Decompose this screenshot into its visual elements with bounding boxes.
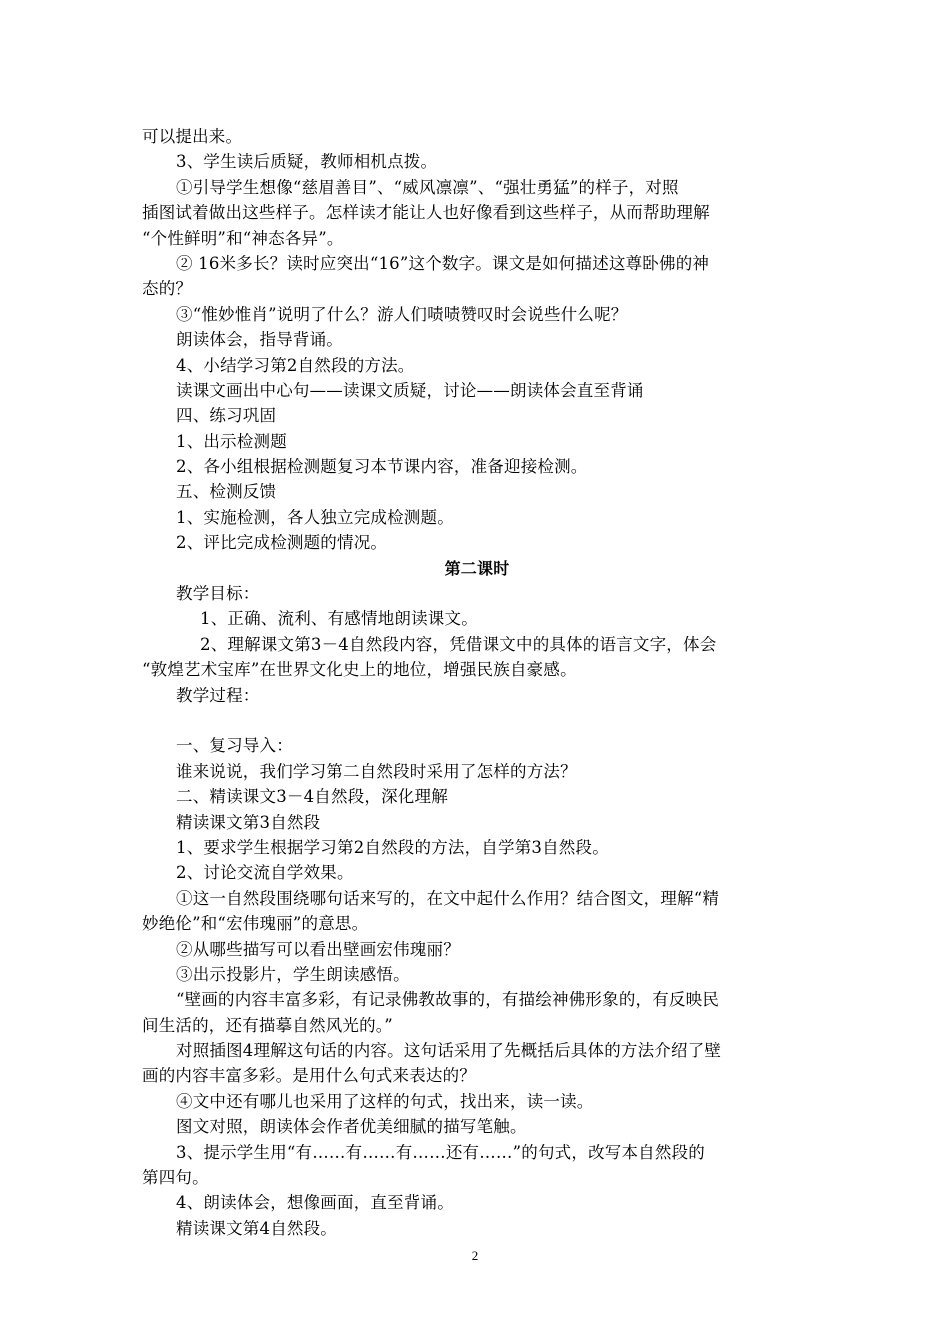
text-line: 可以提出来。 [142,127,243,146]
text-line: 2、讨论交流自学效果。 [176,863,354,883]
text-line: 1、出示检测题 [176,431,287,451]
text-line: ③出示投影片，学生朗读感悟。 [176,964,410,984]
document-body [142,124,812,1241]
section-heading: 一、复习导入： [176,736,293,756]
section-heading: 四、练习巩固 [176,406,277,426]
text-line: 精读课文第3自然段 [176,812,321,832]
text-line: 2、理解课文第3－4自然段内容，凭借课文中的具体的语言文字，体会 [200,634,717,654]
text-line: 4、朗读体会，想像画面，直至背诵。 [176,1193,454,1213]
text-line: 对照插图4理解这句话的内容。这句话采用了先概括后具体的方法介绍了壁 [176,1041,722,1061]
text-line: 间生活的，还有描摹自然风光的。” [142,1015,393,1035]
text-line: 1、正确、流利、有感情地朗读课文。 [200,609,478,629]
blank-line [142,708,812,733]
text-line: 插图试着做出这些样子。怎样读才能让人也好像看到这些样子，从而帮助理解 [142,203,710,223]
section-heading: 五、检测反馈 [176,482,277,502]
text-line: 精读课文第4自然段。 [176,1218,337,1238]
text-line: 第四句。 [142,1168,209,1188]
text-line: 读课文画出中心句——读课文质疑，讨论——朗读体会直至背诵 [176,380,644,400]
text-line: 教学过程： [176,685,260,705]
text-line: ②从哪些描写可以看出壁画宏伟瑰丽？ [176,939,460,959]
text-line: 谁来说说，我们学习第二自然段时采用了怎样的方法？ [176,761,577,781]
text-line: ② 16米多长？读时应突出“16”这个数字。课文是如何描述这尊卧佛的神 [176,253,710,273]
lesson-title: 第二课时 [444,558,510,578]
text-line: 2、各小组根据检测题复习本节课内容，准备迎接检测。 [176,457,588,477]
text-line: ①这一自然段围绕哪句话来写的，在文中起什么作用？结合图文，理解“精 [176,888,720,908]
text-line: 教学目标： [176,584,260,604]
text-line: 画的内容丰富多彩。是用什么句式来表达的？ [142,1066,476,1086]
text-line: 朗读体会，指导背诵。 [176,330,343,350]
text-line: 图文对照，朗读体会作者优美细腻的描写笔触。 [176,1117,527,1137]
text-line: ④文中还有哪儿也采用了这样的句式，找出来，读一读。 [176,1091,594,1111]
text-line: ③“惟妙惟肖”说明了什么？游人们啧啧赞叹时会说些什么呢？ [176,304,628,324]
text-line: “个性鲜明”和“神态各异”。 [142,228,344,248]
text-line: 3、学生读后质疑，教师相机点拨。 [176,152,438,172]
text-line: 态的？ [142,279,193,299]
text-line: 3、提示学生用“有……有……有……还有……”的句式，改写本自然段的 [176,1142,705,1162]
text-line: ①引导学生想像“慈眉善目”、“威风凛凛”、“强壮勇猛”的样子，对照 [176,177,679,197]
text-line: “壁画的内容丰富多彩，有记录佛教故事的，有描绘神佛形象的，有反映民 [176,990,720,1010]
section-heading: 二、精读课文3－4自然段，深化理解 [176,787,448,807]
text-line: 4、小结学习第2自然段的方法。 [176,355,415,375]
text-line: 2、评比完成检测题的情况。 [176,533,388,553]
text-line: 1、实施检测，各人独立完成检测题。 [176,507,454,527]
page-number: 2 [471,1248,479,1263]
text-line: 妙绝伦”和“宏伟瑰丽”的意思。 [142,914,369,934]
text-line: “敦煌艺术宝库”在世界文化史上的地位，增强民族自豪感。 [142,660,577,680]
text-line: 1、要求学生根据学习第2自然段的方法，自学第3自然段。 [176,837,609,857]
